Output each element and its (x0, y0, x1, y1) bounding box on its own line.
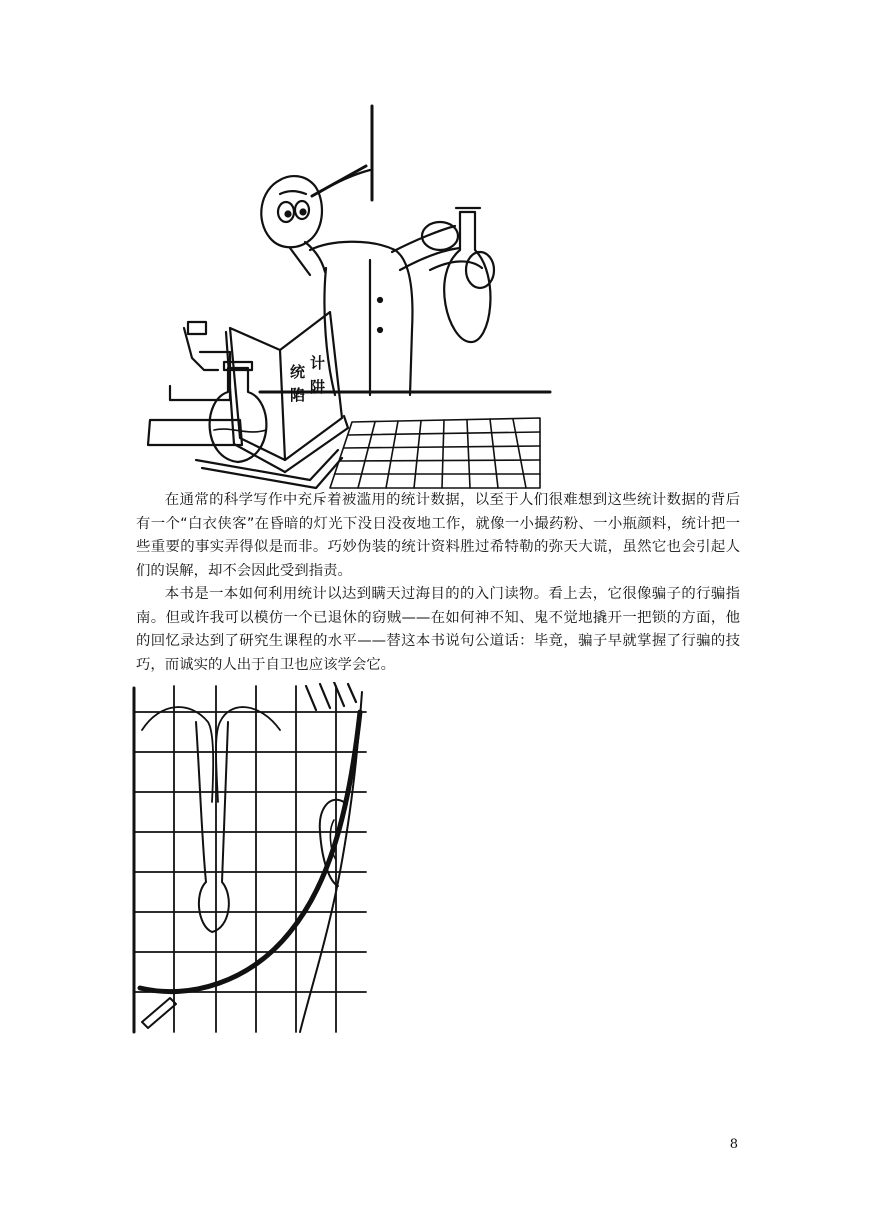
paragraph-2 (136, 583, 740, 677)
grid-face-illustration (130, 682, 370, 1038)
book-title-char-4: 阱 (310, 378, 326, 396)
book-title-char-2: 计 (310, 354, 326, 372)
paragraph-1 (136, 489, 740, 583)
book-title-char-3: 陷 (290, 386, 306, 404)
paragraph-1-text: 在通常的科学写作中充斥着被滥用的统计数据，以至于人们很难想到这些统计数据的背后有一个“白衣侠客”在昏暗的灯光下没日没夜地工作，就像一小撮药粉、一小瓶颜料，统计把一些重要的事实弄得似是而非。巧妙伪装的统计资料胜过希特勒的弥天大谎，虽然它也会引起人们的误解，却不会因此受到指责。 (136, 492, 740, 579)
page-number: 8 (729, 1137, 738, 1152)
scientist-illustration (130, 100, 570, 490)
book-title-char-1: 统 (290, 363, 306, 381)
paragraph-2-text: 本书是一本如何利用统计以达到瞒天过海目的的入门读物。看上去，它很像骗子的行骗指南。但或许我可以模仿一个已退休的窃贼——在如何神不知、鬼不觉地撬开一把锁的方面，他的回忆录达到了研究生课程的水平——替这本书说句公道话：毕竟，骗子早就掌握了行骗的技巧，而诚实的人出于自卫也应该学会它。 (136, 586, 740, 673)
